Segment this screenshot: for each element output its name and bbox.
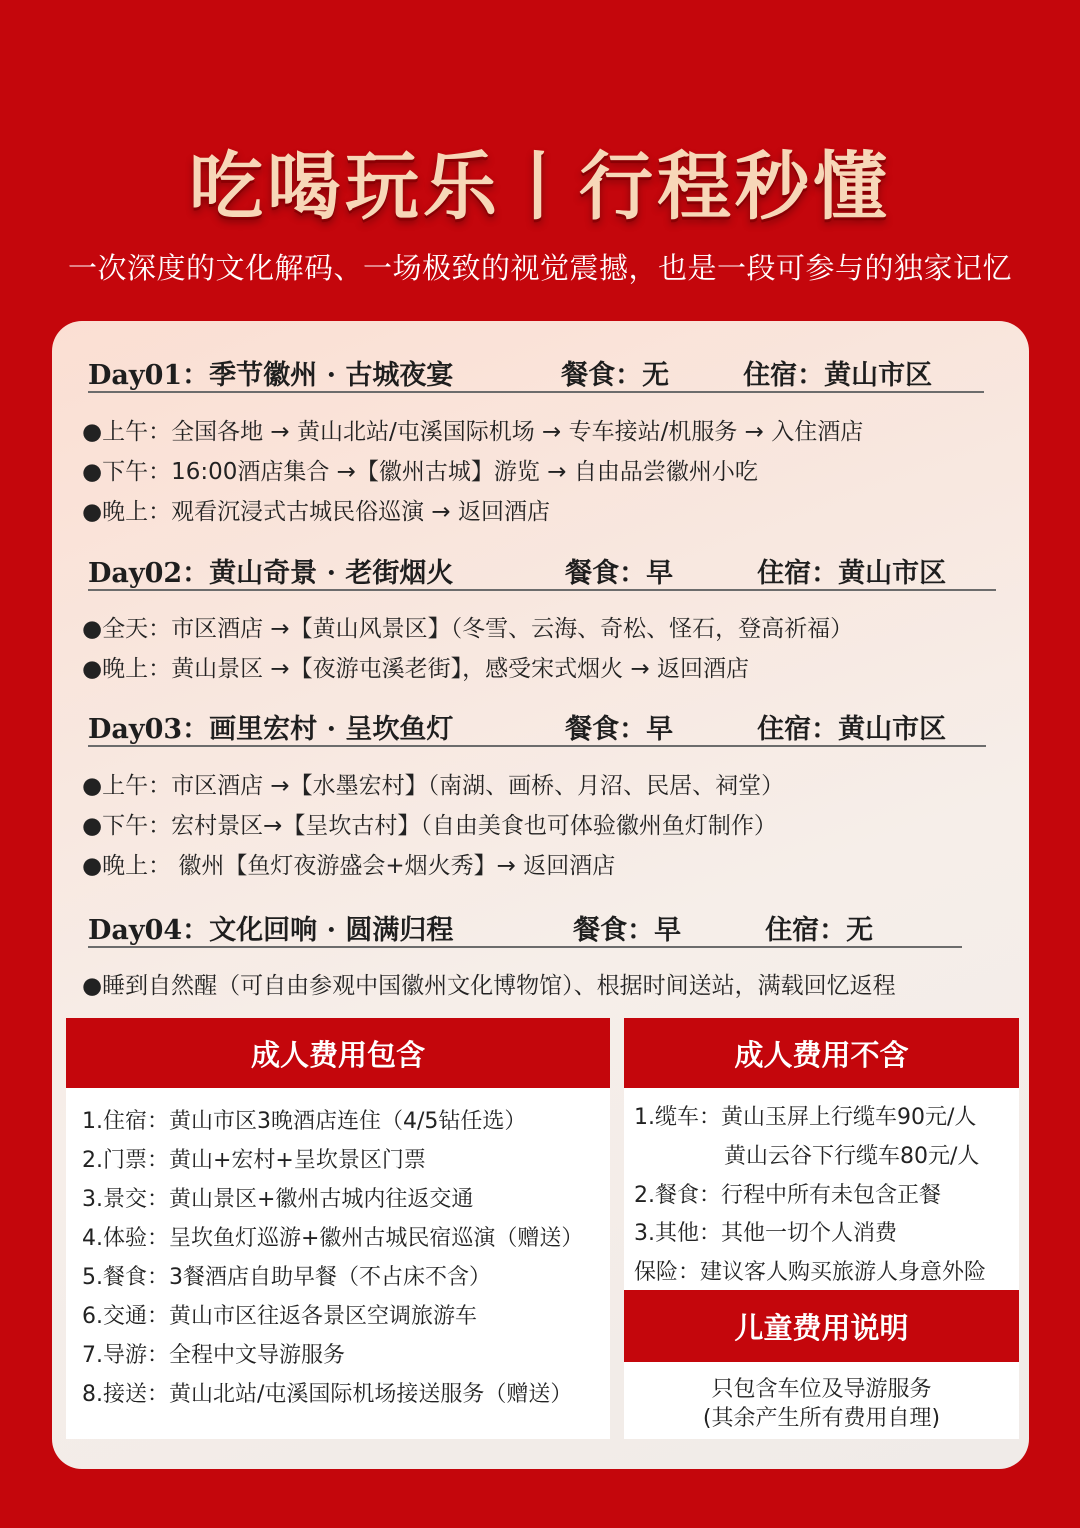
day-label: Day02： [88, 558, 210, 589]
day-item: ●晚上：黄山景区 →【夜游屯溪老街】，感受宋式烟火 → 返回酒店 [82, 656, 750, 682]
excluded-title: 成人费用不含 [624, 1018, 1019, 1088]
day-theme: 文化回响 · 圆满归程 [209, 915, 454, 946]
children-title: 儿童费用说明 [624, 1290, 1019, 1362]
excluded-item: 3.其他：其他一切个人消费 [634, 1221, 897, 1246]
included-item: 4.体验：呈坎鱼灯巡游+徽州古城民宿巡演（赠送） [82, 1226, 584, 1251]
day-theme: 黄山奇景 · 老街烟火 [209, 558, 454, 589]
included-item: 1.住宿：黄山市区3晚酒店连住（4/5钻任选） [82, 1109, 527, 1134]
page-title: 吃喝玩乐丨行程秒懂 [189, 144, 891, 230]
day-meals: 餐食：早 [565, 558, 674, 589]
day-item: ●上午：全国各地 → 黄山北站/屯溪国际机场 → 专车接站/机服务 → 入住酒店 [82, 419, 864, 445]
excluded-box [624, 1018, 1019, 1290]
children-line: 只包含车位及导游服务 [711, 1377, 932, 1402]
included-item: 6.交通：黄山市区往返各景区空调旅游车 [82, 1304, 477, 1329]
children-box [624, 1290, 1019, 1439]
day-label: Day03： [88, 714, 210, 745]
day-meals: 餐食：早 [565, 714, 674, 745]
included-item: 2.门票：黄山+宏村+呈坎景区门票 [82, 1148, 426, 1173]
day-theme: 画里宏村 · 呈坎鱼灯 [209, 714, 454, 745]
day-meals: 餐食：无 [561, 360, 670, 391]
included-title: 成人费用包含 [66, 1018, 610, 1088]
page-subtitle: 一次深度的文化解码、一场极致的视觉震撼，也是一段可参与的独家记忆 [67, 251, 1012, 285]
day-item: ●下午：16:00酒店集合 →【徽州古城】游览 → 自由品尝徽州小吃 [82, 459, 758, 485]
day-header-3 [88, 707, 986, 747]
day-stay: 住宿：黄山市区 [757, 714, 947, 745]
excluded-item: 保险：建议客人购买旅游人身意外险 [634, 1260, 987, 1285]
day-theme: 季节徽州 · 古城夜宴 [209, 360, 454, 391]
included-item: 3.景交：黄山景区+徽州古城内往返交通 [82, 1187, 474, 1212]
day-meals: 餐食：早 [573, 915, 682, 946]
day-stay: 住宿：黄山市区 [743, 360, 933, 391]
day-item: ●晚上： 徽州【鱼灯夜游盛会+烟火秀】→ 返回酒店 [82, 853, 616, 879]
included-item: 7.导游：全程中文导游服务 [82, 1343, 345, 1368]
excluded-item: 1.缆车：黄山玉屏上行缆车90元/人 [634, 1105, 977, 1130]
day-header-4 [88, 908, 962, 948]
excluded-item: 黄山云谷下行缆车80元/人 [724, 1144, 980, 1169]
day-item: ●下午：宏村景区→【呈坎古村】（自由美食也可体验徽州鱼灯制作） [82, 813, 777, 839]
day-label: Day04： [88, 915, 210, 946]
included-item: 8.接送：黄山北站/屯溪国际机场接送服务（赠送） [82, 1382, 573, 1407]
excluded-item: 2.餐食：行程中所有未包含正餐 [634, 1183, 941, 1208]
day-item: ●全天：市区酒店 →【黄山风景区】（冬雪、云海、奇松、怪石，登高祈福） [82, 616, 854, 642]
day-item: ●晚上：观看沉浸式古城民俗巡演 → 返回酒店 [82, 499, 550, 525]
day-header-1 [88, 353, 984, 393]
children-line: (其余产生所有费用自理) [702, 1406, 941, 1431]
included-item: 5.餐食：3餐酒店自助早餐（不占床不含） [82, 1265, 491, 1290]
included-box [66, 1018, 610, 1439]
day-label: Day01： [88, 360, 210, 391]
day-item: ●睡到自然醒（可自由参观中国徽州文化博物馆）、根据时间送站，满载回忆返程 [82, 973, 896, 999]
day-stay: 住宿：无 [765, 915, 874, 946]
day-item: ●上午：市区酒店 →【水墨宏村】（南湖、画桥、月沼、民居、祠堂） [82, 773, 785, 799]
day-header-2 [88, 551, 996, 591]
day-stay: 住宿：黄山市区 [757, 558, 947, 589]
